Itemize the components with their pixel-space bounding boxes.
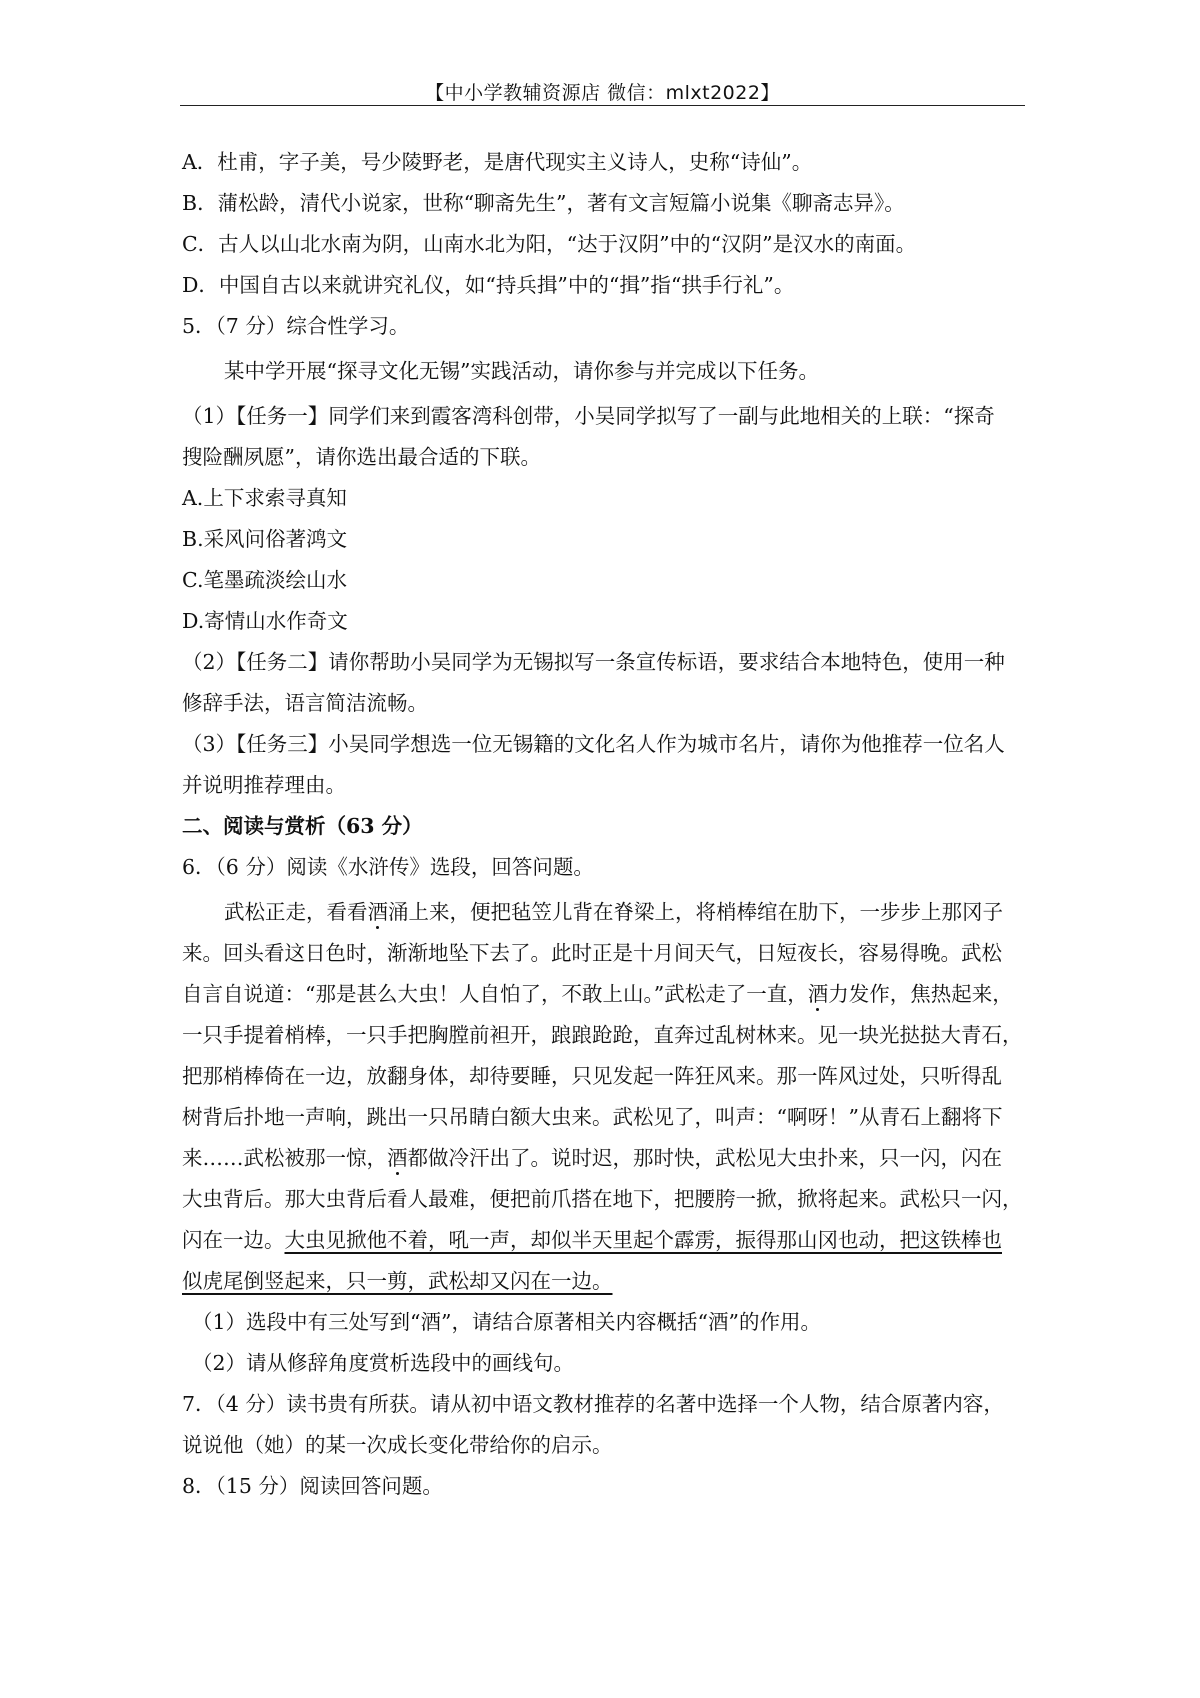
excerpt-passage bbox=[182, 892, 1024, 1302]
emphasis-char: 酒 bbox=[387, 1146, 408, 1170]
task-2-line-2: 修辞手法，语言简洁流畅。 bbox=[182, 691, 428, 715]
task-1-line-2: 搜险酬夙愿”，请你选出最合适的下联。 bbox=[182, 445, 541, 469]
passage-line: 大虫背后。那大虫背后看人最难，便把前爪搭在地下，把腰胯一掀，掀将起来。武松只一闪， bbox=[182, 1187, 1023, 1211]
underlined-sentence: 似虎尾倒竖起来，只一剪，武松却又闪在一边。 bbox=[182, 1269, 613, 1293]
page-header: 【中小学教辅资源店 微信：mlxt2022】 bbox=[425, 82, 780, 104]
question-5-title: 5．（7 分）综合性学习。 bbox=[182, 314, 410, 338]
emphasis-char: 酒 bbox=[367, 900, 388, 924]
emphasis-char: 酒 bbox=[807, 982, 829, 1006]
question-6-sub-1: （1）选段中有三处写到“酒”，请结合原著相关内容概括“酒”的作用。 bbox=[192, 1310, 821, 1334]
option-b: B．蒲松龄，清代小说家，世称“聊斋先生”，著有文言短篇小说集《聊斋志异》。 bbox=[182, 191, 905, 215]
passage-line bbox=[182, 1261, 1024, 1302]
task-3-line-1: （3）【任务三】小吴同学想选一位无锡籍的文化名人作为城市名片，请你为他推荐一位名人 bbox=[182, 732, 1005, 756]
task-1-line-1: （1）【任务一】同学们来到霞客湾科创带，小吴同学拟写了一副与此地相关的上联：“探奇 bbox=[182, 404, 995, 428]
question-6-sub-2: （2）请从修辞角度赏析选段中的画线句。 bbox=[192, 1351, 575, 1375]
header-divider bbox=[180, 105, 1025, 106]
passage-line: 闪在一边。大虫见掀他不着，吼一声，却似半天里起个霹雳，振得那山冈也动，把这铁棒也 bbox=[182, 1228, 1002, 1252]
passage-line: 自言自说道：“那是甚么大虫！人自怕了，不敢上山。”武松走了一直，酒力发作，焦热起来， bbox=[182, 982, 1013, 1006]
passage-line: 一只手提着梢棒，一只手把胸膛前袒开，踉踉跄跄，直奔过乱树林来。见一块光挞挞大青石， bbox=[182, 1023, 1023, 1047]
couplet-choice-b: B.采风问俗著鸿文 bbox=[182, 527, 348, 551]
question-5-intro: 某中学开展“探寻文化无锡”实践活动，请你参与并完成以下任务。 bbox=[224, 359, 819, 383]
passage-line: 树背后扑地一声响，跳出一只吊睛白额大虫来。武松见了，叫声：“啊呀！”从青石上翻将下 bbox=[182, 1105, 1003, 1129]
option-a: A．杜甫，字子美，号少陵野老，是唐代现实主义诗人，史称“诗仙”。 bbox=[182, 150, 813, 174]
question-7-line-1: 7．（4 分）读书贵有所获。请从初中语文教材推荐的名著中选择一个人物，结合原著内容， bbox=[182, 1392, 1004, 1416]
document-body bbox=[182, 142, 1024, 1507]
option-d: D．中国自古以来就讲究礼仪，如“持兵揖”中的“揖”指“拱手行礼”。 bbox=[182, 273, 795, 297]
passage-line: 来。回头看这日色时，渐渐地坠下去了。此时正是十月间天气，日短夜长，容易得晚。武松 bbox=[182, 941, 1002, 965]
task-2-line-1: （2）【任务二】请你帮助小吴同学为无锡拟写一条宣传标语，要求结合本地特色，使用一种 bbox=[182, 650, 1005, 674]
question-6-title: 6．（6 分）阅读《水浒传》选段，回答问题。 bbox=[182, 855, 594, 879]
passage-line: 把那梢棒倚在一边，放翻身体，却待要睡，只见发起一阵狂风来。那一阵风过处，只听得乱 bbox=[182, 1064, 1002, 1088]
question-7-line-2: 说说他（她）的某一次成长变化带给你的启示。 bbox=[182, 1433, 613, 1457]
couplet-choice-a: A.上下求索寻真知 bbox=[182, 486, 347, 510]
passage-line: 来……武松被那一惊，酒都做冷汗出了。说时迟，那时快，武松见大虫扑来，只一闪，闪在 bbox=[182, 1146, 1002, 1170]
question-8-title: 8．（15 分）阅读回答问题。 bbox=[182, 1474, 443, 1498]
task-3-line-2: 并说明推荐理由。 bbox=[182, 773, 346, 797]
passage-line: 武松正走，看看酒涌上来，便把毡笠儿背在脊梁上，将梢棒绾在肋下，一步步上那冈子 bbox=[224, 900, 1003, 924]
couplet-choice-d: D.寄情山水作奇文 bbox=[182, 609, 348, 633]
underlined-sentence: 大虫见掀他不着，吼一声，却似半天里起个霹雳，振得那山冈也动，把这铁棒也 bbox=[284, 1228, 1002, 1252]
option-c: C．古人以山北水南为阴，山南水北为阳，“达于汉阴”中的“汉阴”是汉水的南面。 bbox=[182, 232, 917, 256]
couplet-choice-c: C.笔墨疏淡绘山水 bbox=[182, 568, 347, 592]
section-2-title: 二、阅读与赏析（63 分） bbox=[182, 814, 423, 838]
